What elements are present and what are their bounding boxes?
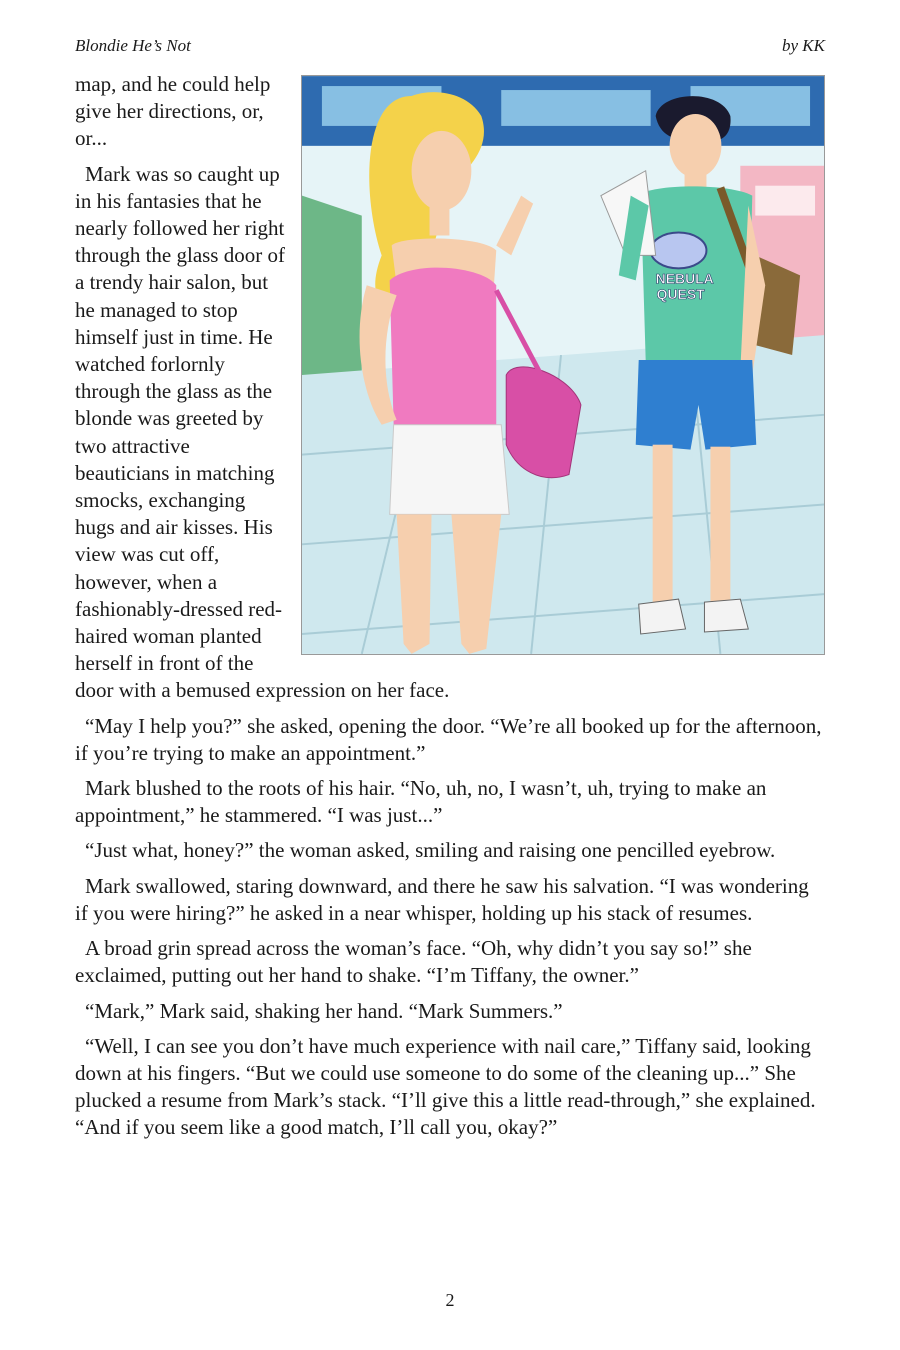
book-title: Blondie He’s Not [75,36,191,55]
paragraph: “Just what, honey?” the woman asked, smiling and raising one pencilled eyebrow. [85,838,776,863]
paragraph: Mark swallowed, staring downward, and there he saw his salvation. “I was wondering if you were hiring?” he asked in a near whisper, holding up his stack of resumes. [75,873,809,925]
paragraph: Mark was so caught up in his fantasies that he nearly followed her right through the glass door of a trendy hair salon, but he managed to stop himself just in time. He watched forlornly through the glass as the blonde was greeted by two attractive beauticians in matching smocks, exchanging hugs and air kisses. His view was cut off, however, when a fashionably-dressed red-haired woman planted herself in front of the door with a bemused expression on her face. [75,161,450,703]
shirt-logo-line2: QUEST [656,286,705,303]
comic-illustration [301,75,825,655]
paragraph: Mark blushed to the roots of his hair. “No, uh, no, I wasn’t, uh, trying to make an appointment,” he stammered. “I was just...” [75,776,767,828]
paragraph: “Well, I can see you don’t have much experience with nail care,” Tiffany said, looking down at his fingers. “But we could use someone to do some of the cleaning up...” She plucked a resume from Mark’s stack. “I’ll give this a little read-through,” she explained. “And if you seem like a good match, I’ll call you, okay?” [75,1033,816,1140]
author-byline: by KK [782,36,825,55]
paragraph: “Mark,” Mark said, shaking her hand. “Mark Summers.” [85,998,563,1023]
ceiling-light [501,90,650,126]
paragraph: A broad grin spread across the woman’s face. “Oh, why didn’t you say so!” she exclaimed, putting out her hand to shake. “I’m Tiffany, the owner.” [75,936,752,988]
paragraph: “May I help you?” she asked, opening the door. “We’re all booked up for the afternoon, if you’re trying to make an appointment.” [75,713,822,765]
page-number: 2 [445,1290,455,1310]
body-text [75,71,825,1150]
shirt-logo-line1: NEBULA [655,270,714,287]
paragraph: map, and he could help give her directions, or, or... [75,72,271,151]
shop-sign [755,186,815,216]
mall-scene-illustration [302,76,824,654]
